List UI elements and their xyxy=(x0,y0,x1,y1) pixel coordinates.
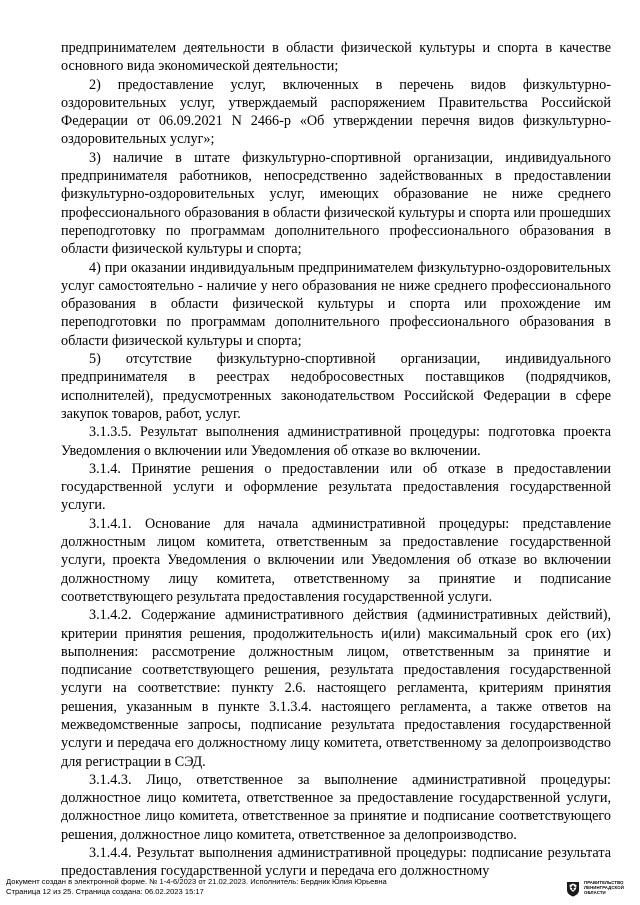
footer-meta xyxy=(6,877,387,896)
paragraph: 3.1.4.3. Лицо, ответственное за выполнение административной процедуры: должностное лицо комитета, ответственное за предоставление государственной услуги, должностное лицо комитета, ответственное за принятие и подписание соответствующего решения, должностное лицо комитета, ответственное за делопроизводство. xyxy=(61,771,611,843)
paragraph: 3) наличие в штате физкультурно-спортивной организации, индивидуального предпринимателя работников, непосредственно задействованных в предоставлении физкультурно-оздоровительных услуг, имеющих образование не ниже среднего профессионального образования в области физической культуры и спорта или прошедших переподготовку по программам дополнительного профессионального образования в области физической культуры и спорта; xyxy=(61,149,611,258)
logo-caption-line: ПРАВИТЕЛЬСТВО xyxy=(584,880,624,885)
paragraph: 3.1.4. Принятие решения о предоставлении или об отказе в предоставлении государственной услуги и оформление результата предоставления государственной услуги. xyxy=(61,460,611,514)
coat-of-arms-icon xyxy=(566,881,580,897)
paragraph: 3.1.3.5. Результат выполнения административной процедуры: подготовка проекта Уведомления о включении или Уведомления об отказе во включении. xyxy=(61,424,611,459)
footer-line-document: Документ создан в электронной форме. № 1-4-6/2023 от 21.02.2023. Исполнитель: Бердник Юлия Юрьевна xyxy=(6,877,387,886)
paragraph: предпринимателем деятельности в области физической культуры и спорта в качестве основного вида экономической деятельности; xyxy=(61,40,611,75)
paragraph: 5) отсутствие физкультурно-спортивной организации, индивидуального предпринимателя в реестрах недобросовестных поставщиков (подрядчиков, исполнителей), предусмотренных законодательством Российской Федерации в сфере закупок товаров, работ, услуг. xyxy=(61,351,611,422)
logo-caption-line: ЛЕНИНГРАДСКОЙ xyxy=(584,885,624,891)
logo-caption xyxy=(584,880,624,896)
document-footer xyxy=(6,877,634,899)
paragraph: 3.1.4.2. Содержание административного действия (административных действий), критерии принятия решения, продолжительность и(или) максимальный срок его (их) выполнения: рассмотрение должностным лицом, ответственным за принятие и подписание соответствующего решения, результата предоставления государственной услуги на соответствие: пункту 2.6. настоящего регламента, критериям принятия решения, указанным в пункте 3.1.3.4. настоящего регламента, а также ответов на межведомственные запросы, подписание результата предоставления государственной услуги и передача его должностному лицу комитета, ответственному за делопроизводство для регистрации в СЭД. xyxy=(61,607,611,770)
document-page xyxy=(61,39,611,881)
paragraph: 2) предоставление услуг, включенных в перечень видов физкультурно-оздоровительных услуг, утверждаемый распоряжением Правительства Российской Федерации от 06.09.2021 N 2466-р «Об утверждении перечня видов физкультурно-оздоровительных услуг»; xyxy=(61,76,611,148)
logo-caption-line: ОБЛАСТИ xyxy=(584,890,606,896)
footer-line-page: Страница 12 из 25. Страница создана: 06.02.2023 15:17 xyxy=(6,886,204,896)
government-logo xyxy=(566,880,628,900)
paragraph: 3.1.4.4. Результат выполнения административной процедуры: подписание результата предоставления государственной услуги и передача его должностному xyxy=(61,845,611,880)
paragraph: 3.1.4.1. Основание для начала административной процедуры: представление должностным лицом комитета, ответственным за предоставление государственной услуги, проекта Уведомления о включении или Уведомления об отказе во включении должностному лицу комитета, ответственному за принятие и подписание соответствующего результата предоставления государственной услуги. xyxy=(61,515,611,605)
paragraph: 4) при оказании индивидуальным предпринимателем физкультурно-оздоровительных услуг самостоятельно - наличие у него образования не ниже среднего профессионального образования в области физической культуры и спорта или прохождение им переподготовки по программам дополнительного профессионального образования в области физической культуры и спорта; xyxy=(61,259,611,349)
